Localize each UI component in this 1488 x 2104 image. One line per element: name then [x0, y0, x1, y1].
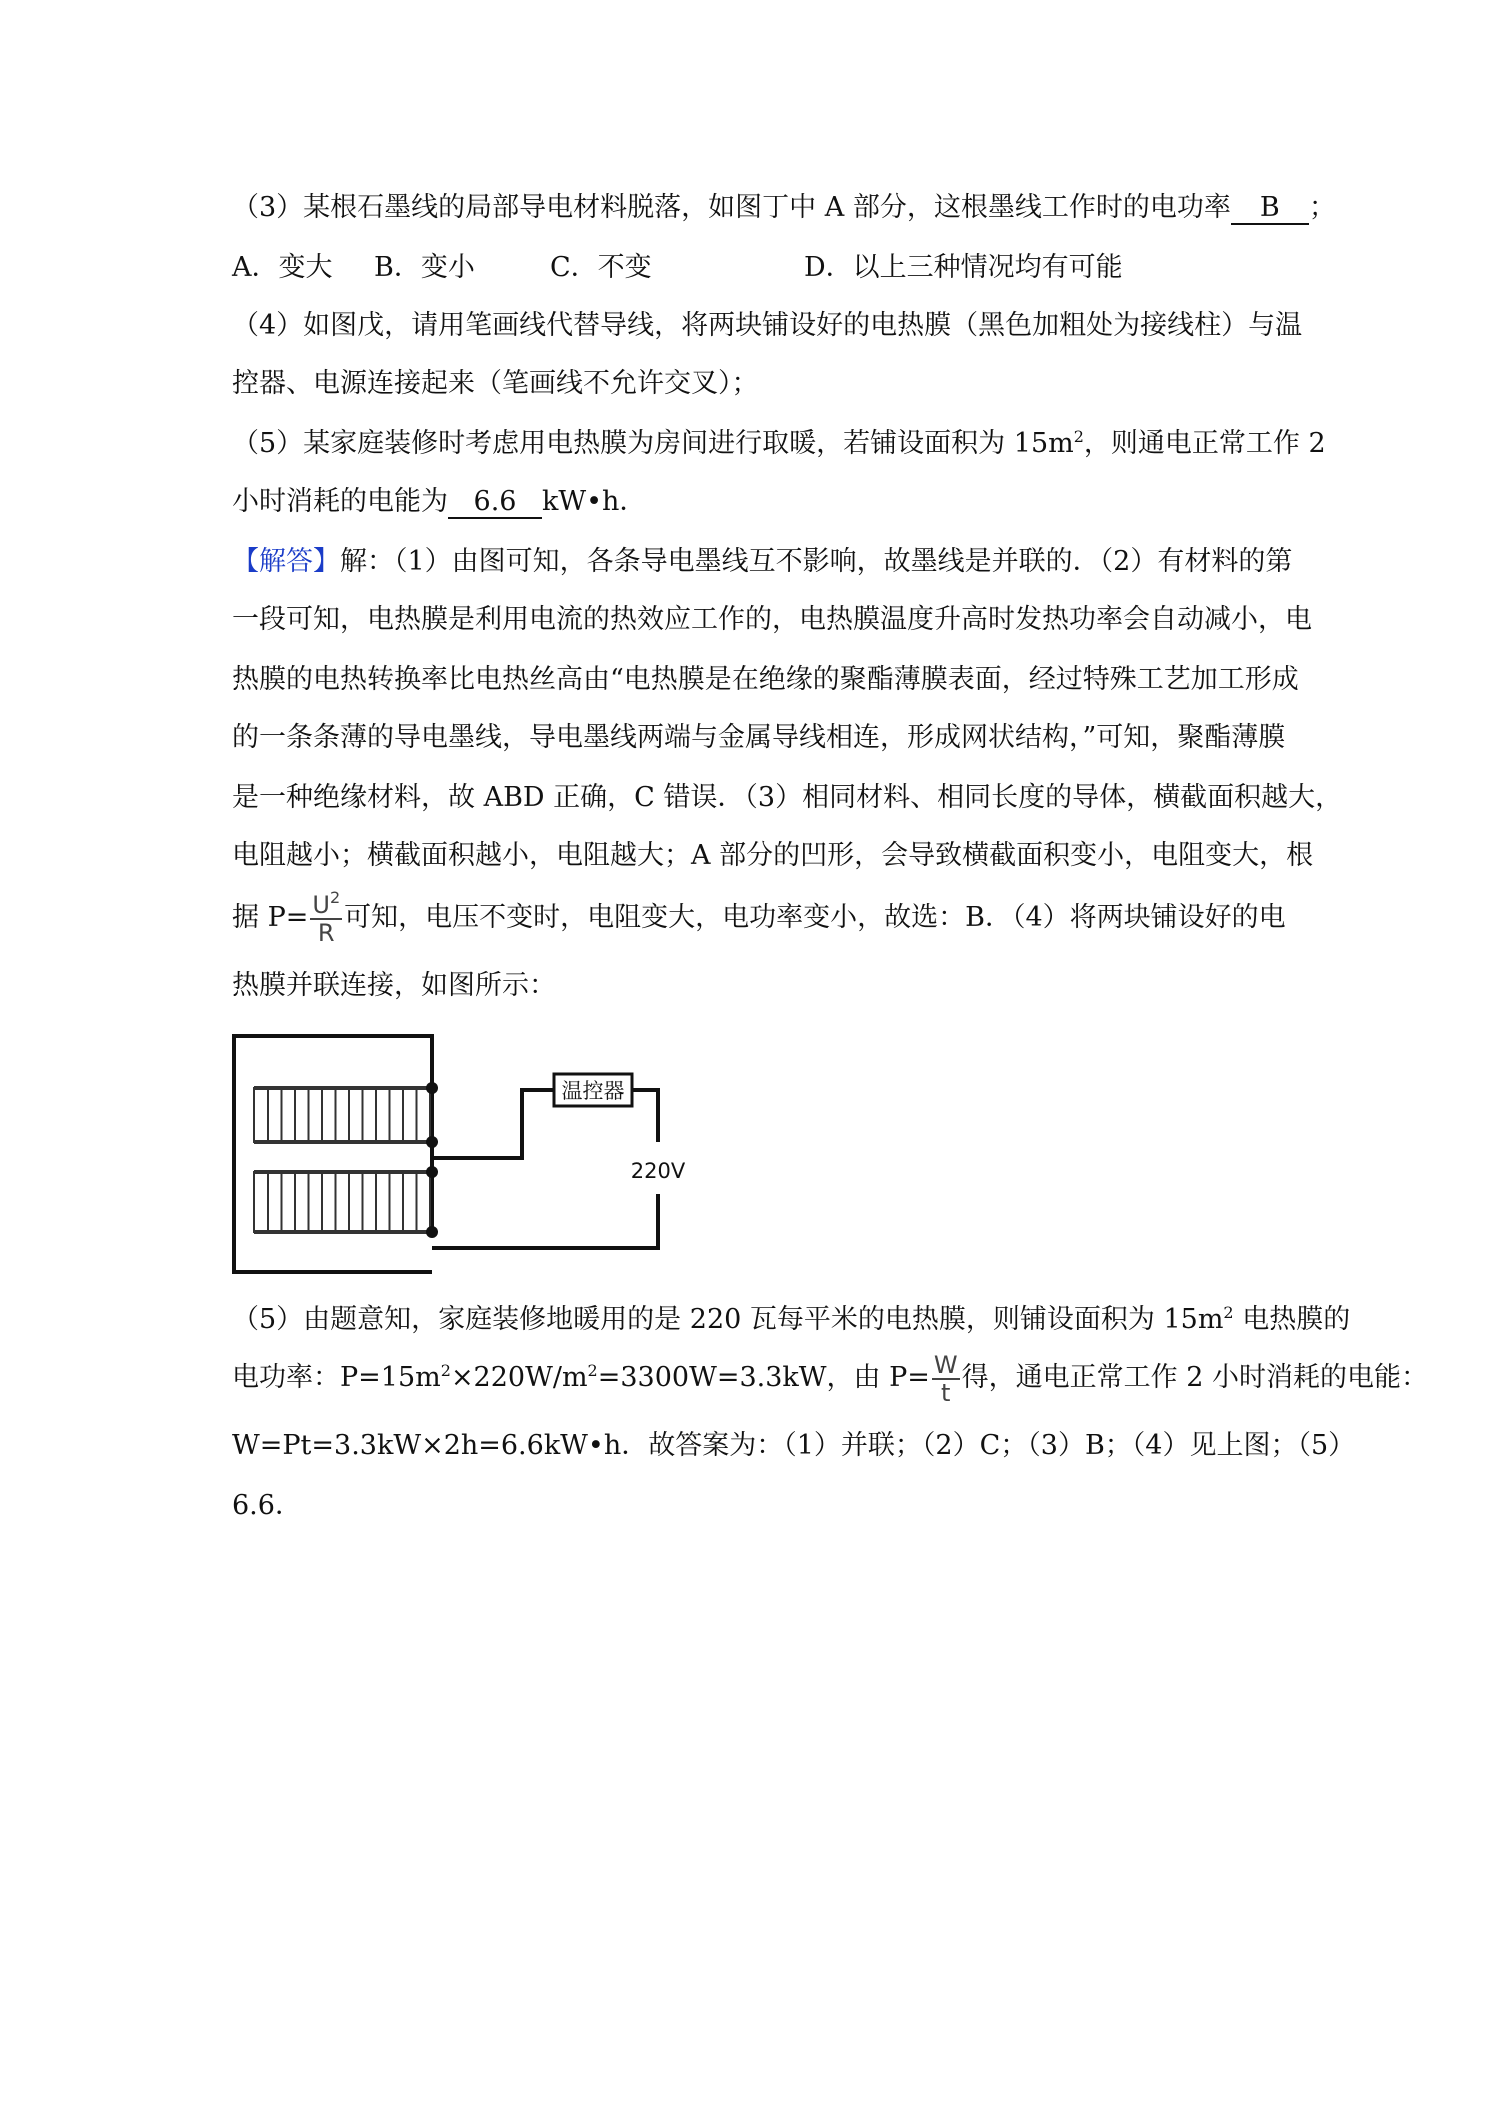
q4-line2: 控器、电源连接起来（笔画线不允许交叉）；	[232, 368, 759, 399]
q5-text-c: 小时消耗的电能为	[232, 486, 448, 517]
p5-text2a: 电功率：P=15m	[232, 1362, 441, 1393]
solution-line1	[232, 544, 1292, 580]
p5-text2b: ×220W/m	[450, 1362, 588, 1393]
q3-text: （3）某根石墨线的局部导电材料脱落，如图丁中 A 部分，这根墨线工作时的电功率	[232, 192, 1231, 223]
formula1-numerator	[310, 887, 342, 920]
q3-option-c: C．不变	[550, 252, 652, 283]
p5-text2c: =3300W=3.3kW，由 P=	[597, 1362, 930, 1393]
solution-line5: 是一种绝缘材料，故 ABD 正确，C 错误．（3）相同材料、相同长度的导体，横截面积越大，	[232, 782, 1343, 813]
thermostat-box	[554, 1074, 632, 1106]
q3-answer-blank: B	[1231, 193, 1309, 225]
formula2-denominator: t	[941, 1378, 951, 1407]
formula1-denominator: R	[317, 918, 335, 947]
circuit-diagram	[232, 1034, 698, 1284]
solution-text1: 解：（1）由图可知，各条导电墨线互不影响，故墨线是并联的．（2）有材料的第	[340, 546, 1293, 577]
solution-tag: 【解答】	[232, 546, 340, 577]
solution-line7	[232, 887, 1286, 947]
power-formula-w-over-t	[932, 1352, 960, 1406]
q5-sup: 2	[1073, 427, 1084, 446]
p5-sup2: 2	[440, 1361, 451, 1380]
q3-option-a: A．变大	[232, 252, 333, 283]
q4-line1: （4）如图戊，请用笔画线代替导线，将两块铺设好的电热膜（黑色加粗处为接线柱）与温	[232, 310, 1303, 341]
q5-text-b: ，则通电正常工作 2	[1083, 428, 1326, 459]
terminal-3	[426, 1166, 438, 1178]
terminal-4	[426, 1226, 438, 1238]
q3-option-b: B．变小	[374, 252, 475, 283]
q3-stem	[232, 190, 1336, 226]
solution-p5-line3: W=Pt=3.3kW×2h=6.6kW•h．故答案为：（1）并联；（2）C；（3）B；（4）见上图；（5）	[232, 1430, 1356, 1461]
solution-text7a: 据 P=	[232, 902, 309, 933]
p5-text1b: 电热膜的	[1233, 1304, 1351, 1335]
formula1-sup: 2	[329, 887, 341, 907]
p5-text1a: （5）由题意知，家庭装修地暖用的是 220 瓦每平米的电热膜，则铺设面积为 15m	[232, 1304, 1224, 1335]
solution-line6: 电阻越小；横截面积越小，电阻越大；A 部分的凹形，会导致横截面积变小，电阻变大，根	[232, 840, 1314, 871]
solution-p5-line1	[232, 1302, 1350, 1338]
p5-sup3: 2	[587, 1361, 598, 1380]
power-formula-u2-over-r	[310, 887, 342, 947]
film-ink-lines	[268, 1088, 430, 1232]
solution-line4: 的一条条薄的导电墨线，导电墨线两端与金属导线相连，形成网状结构，”可知，聚酯薄膜	[232, 722, 1286, 753]
solution-p5-line2	[232, 1350, 1428, 1406]
solution-line3: 热膜的电热转换率比电热丝高由“电热膜是在绝缘的聚酯薄膜表面，经过特殊工艺加工形成	[232, 664, 1299, 695]
q5-answer-blank: 6.6	[448, 487, 542, 519]
formula2-numerator: W	[933, 1350, 958, 1379]
formula1-num-text: U	[312, 890, 330, 919]
voltage-label: 220V	[630, 1159, 686, 1183]
q3-option-d: D．以上三种情况均有可能	[804, 252, 1123, 283]
q5-text-a: （5）某家庭装修时考虑用电热膜为房间进行取暖，若铺设面积为 15m	[232, 428, 1074, 459]
film-frame	[234, 1036, 432, 1272]
solution-text7b: 可知，电压不变时，电阻变大，电功率变小，故选：B．（4）将两块铺设好的电	[344, 902, 1286, 933]
wires	[432, 1090, 658, 1248]
q5-line1	[232, 426, 1326, 462]
q5-text-d: kW•h．	[542, 486, 647, 517]
terminal-1	[426, 1082, 438, 1094]
p5-text2d: 得，通电正常工作 2 小时消耗的电能：	[961, 1362, 1428, 1393]
q5-line2	[232, 484, 646, 520]
p5-sup1: 2	[1223, 1303, 1234, 1322]
solution-line8: 热膜并联连接，如图所示：	[232, 970, 556, 1001]
thermostat-label: 温控器	[561, 1079, 625, 1103]
terminal-2	[426, 1136, 438, 1148]
solution-p5-line4: 6.6．	[232, 1490, 302, 1521]
q3-text-end: ；	[1308, 192, 1336, 223]
solution-line2: 一段可知，电热膜是利用电流的热效应工作的，电热膜温度升高时发热功率会自动减小，电	[232, 604, 1312, 635]
